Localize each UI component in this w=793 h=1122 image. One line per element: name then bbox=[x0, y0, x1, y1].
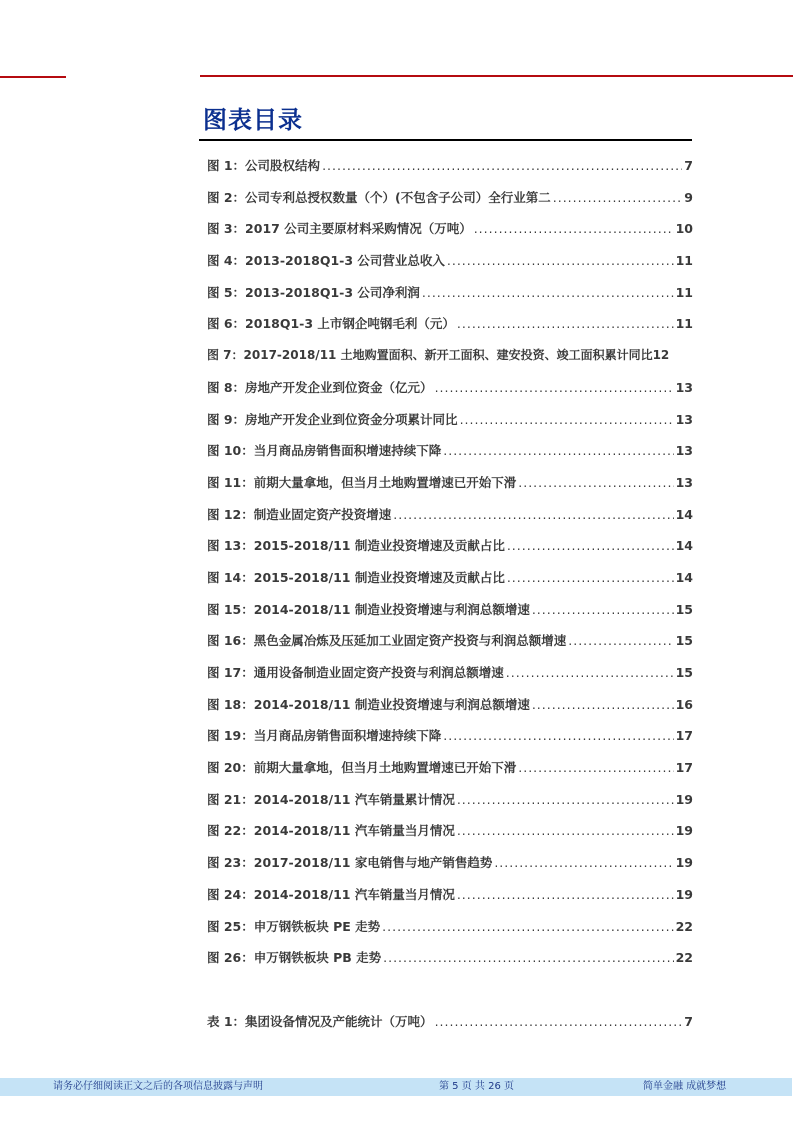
toc-entry-page: 7 bbox=[684, 1014, 693, 1029]
toc-entry-page: 14 bbox=[675, 538, 693, 554]
toc-entry-figure-11[interactable] bbox=[207, 473, 693, 505]
dot-leader bbox=[322, 158, 682, 173]
toc-entry-page: 15 bbox=[675, 665, 693, 680]
dot-leader bbox=[457, 792, 674, 807]
toc-entry-page: 14 bbox=[675, 506, 693, 522]
figure-list bbox=[207, 156, 693, 980]
dot-leader bbox=[457, 823, 674, 838]
toc-entry-figure-13[interactable] bbox=[207, 536, 693, 568]
toc-entry-label: 图 9：房地产开发企业到位资金分项累计同比 bbox=[207, 411, 458, 427]
title-divider bbox=[199, 139, 692, 141]
dot-leader bbox=[382, 919, 673, 934]
toc-entry-figure-7[interactable] bbox=[207, 346, 693, 378]
toc-entry-page: 13 bbox=[675, 443, 693, 459]
dot-leader bbox=[422, 285, 674, 300]
toc-entry-page: 7 bbox=[684, 158, 693, 173]
toc-entry-figure-2[interactable] bbox=[207, 188, 693, 220]
toc-entry-figure-8[interactable] bbox=[207, 378, 693, 410]
table-list bbox=[207, 1012, 693, 1044]
toc-entry-label: 图 12：制造业固定资产投资增速 bbox=[207, 506, 392, 522]
toc-entry-page: 19 bbox=[675, 823, 693, 839]
toc-entry-label: 图 8：房地产开发企业到位资金（亿元） bbox=[207, 379, 433, 395]
toc-entry-label: 图 7：2017-2018/11 土地购置面积、新开工面积、建安投资、竣工面积累计同比 bbox=[207, 348, 653, 363]
toc-entry-figure-26[interactable] bbox=[207, 948, 693, 980]
toc-entry-page: 9 bbox=[684, 189, 693, 205]
toc-entry-page: 16 bbox=[675, 696, 693, 712]
toc-entry-label: 图 3：2017 公司主要原材料采购情况（万吨） bbox=[207, 221, 472, 237]
toc-entry-label: 图 25：申万钢铁板块 PE 走势 bbox=[207, 918, 381, 934]
toc-entry-label: 图 21：2014-2018/11 汽车销量累计情况 bbox=[207, 791, 455, 807]
toc-entry-page: 13 bbox=[675, 379, 693, 395]
dot-leader bbox=[507, 538, 674, 553]
toc-entry-label: 图 13：2015-2018/11 制造业投资增速及贡献占比 bbox=[207, 538, 505, 554]
toc-entry-page: 22 bbox=[675, 950, 693, 966]
dot-leader bbox=[447, 253, 674, 268]
toc-entry-page: 22 bbox=[675, 918, 693, 934]
dot-leader bbox=[443, 443, 673, 458]
dot-leader bbox=[494, 855, 673, 870]
toc-entry-page: 10 bbox=[675, 221, 693, 237]
toc-entry-figure-20[interactable] bbox=[207, 758, 693, 790]
dot-leader bbox=[474, 221, 674, 236]
toc-entry-label: 图 2：公司专利总授权数量（个）(不包含子公司）全行业第二 bbox=[207, 189, 551, 205]
toc-entry-page: 15 bbox=[675, 633, 693, 649]
footer-slogan: 简单金融 成就梦想 bbox=[643, 1081, 727, 1092]
dot-leader bbox=[507, 570, 674, 585]
dot-leader bbox=[506, 665, 674, 680]
toc-entry-table-1[interactable] bbox=[207, 1012, 693, 1044]
toc-entry-label: 图 11：前期大量拿地，但当月土地购置增速已开始下滑 bbox=[207, 474, 517, 490]
toc-entry-figure-23[interactable] bbox=[207, 853, 693, 885]
toc-entry-page: 14 bbox=[675, 569, 693, 585]
toc-entry-label: 图 22：2014-2018/11 汽车销量当月情况 bbox=[207, 823, 455, 839]
header-rule-right bbox=[200, 75, 793, 77]
toc-entry-figure-10[interactable] bbox=[207, 441, 693, 473]
toc-entry-label: 图 15：2014-2018/11 制造业投资增速与利润总额增速 bbox=[207, 601, 530, 617]
toc-entry-figure-21[interactable] bbox=[207, 790, 693, 822]
toc-entry-figure-9[interactable] bbox=[207, 410, 693, 442]
dot-leader bbox=[393, 507, 673, 522]
dot-leader bbox=[568, 633, 673, 648]
dot-leader bbox=[457, 316, 674, 331]
toc-entry-page: 19 bbox=[675, 855, 693, 871]
toc-entry-figure-6[interactable] bbox=[207, 314, 693, 346]
toc-entry-page: 11 bbox=[675, 316, 693, 332]
toc-entry-label: 图 24：2014-2018/11 汽车销量当月情况 bbox=[207, 886, 455, 902]
toc-entry-figure-15[interactable] bbox=[207, 600, 693, 632]
toc-entry-label: 图 19：当月商品房销售面积增速持续下降 bbox=[207, 728, 442, 744]
toc-entry-label: 图 26：申万钢铁板块 PB 走势 bbox=[207, 950, 382, 966]
dot-leader bbox=[435, 380, 674, 395]
toc-entry-page: 11 bbox=[675, 253, 693, 269]
toc-entry-page: 11 bbox=[675, 284, 693, 300]
dot-leader bbox=[435, 1014, 683, 1029]
toc-entry-figure-24[interactable] bbox=[207, 885, 693, 917]
toc-entry-label: 表 1：集团设备情况及产能统计（万吨） bbox=[207, 1014, 433, 1029]
toc-entry-label: 图 6：2018Q1-3 上市钢企吨钢毛利（元） bbox=[207, 316, 455, 332]
dot-leader bbox=[553, 190, 683, 205]
toc-entry-page: 12 bbox=[652, 348, 670, 363]
toc-entry-label: 图 4：2013-2018Q1-3 公司营业总收入 bbox=[207, 253, 445, 269]
toc-entry-figure-19[interactable] bbox=[207, 726, 693, 758]
toc-entry-figure-25[interactable] bbox=[207, 917, 693, 949]
toc-entry-page: 13 bbox=[675, 474, 693, 490]
dot-leader bbox=[443, 728, 673, 743]
toc-entry-figure-3[interactable] bbox=[207, 219, 693, 251]
dot-leader bbox=[532, 602, 674, 617]
toc-entry-figure-5[interactable] bbox=[207, 283, 693, 315]
dot-leader bbox=[518, 475, 673, 490]
toc-entry-page: 15 bbox=[675, 601, 693, 617]
toc-entry-label: 图 20：前期大量拿地，但当月土地购置增速已开始下滑 bbox=[207, 760, 517, 776]
toc-entry-page: 19 bbox=[675, 791, 693, 807]
toc-entry-figure-12[interactable] bbox=[207, 505, 693, 537]
toc-entry-figure-22[interactable] bbox=[207, 821, 693, 853]
toc-entry-figure-18[interactable] bbox=[207, 695, 693, 727]
dot-leader bbox=[460, 412, 674, 427]
dot-leader bbox=[457, 887, 674, 902]
header-rule-left bbox=[0, 76, 66, 78]
toc-entry-page: 17 bbox=[675, 760, 693, 776]
toc-entry-label: 图 10：当月商品房销售面积增速持续下降 bbox=[207, 443, 442, 459]
dot-leader bbox=[383, 950, 673, 965]
toc-entry-label: 图 18：2014-2018/11 制造业投资增速与利润总额增速 bbox=[207, 696, 530, 712]
toc-entry-figure-14[interactable] bbox=[207, 568, 693, 600]
dot-leader bbox=[518, 760, 673, 775]
toc-entry-label: 图 5：2013-2018Q1-3 公司净利润 bbox=[207, 284, 420, 300]
toc-entry-figure-4[interactable] bbox=[207, 251, 693, 283]
page-title: 图表目录 bbox=[203, 106, 303, 134]
toc-entry-label: 图 23：2017-2018/11 家电销售与地产销售趋势 bbox=[207, 855, 493, 871]
page-indicator: 第 5 页 共 26 页 bbox=[439, 1081, 514, 1092]
footer-bar bbox=[0, 1078, 792, 1096]
toc-entry-figure-16[interactable] bbox=[207, 631, 693, 663]
toc-entry-page: 13 bbox=[675, 411, 693, 427]
toc-entry-label: 图 16：黑色金属冶炼及压延加工业固定资产投资与利润总额增速 bbox=[207, 633, 567, 649]
toc-entry-label: 图 14：2015-2018/11 制造业投资增速及贡献占比 bbox=[207, 569, 505, 585]
toc-entry-page: 19 bbox=[675, 886, 693, 902]
toc-entry-label: 图 1：公司股权结构 bbox=[207, 158, 321, 173]
toc-entry-figure-1[interactable] bbox=[207, 156, 693, 188]
toc-entry-label: 图 17：通用设备制造业固定资产投资与利润总额增速 bbox=[207, 665, 504, 680]
toc-entry-figure-17[interactable] bbox=[207, 663, 693, 695]
dot-leader bbox=[532, 697, 674, 712]
toc-entry-page: 17 bbox=[675, 728, 693, 744]
footer-disclaimer: 请务必仔细阅读正文之后的各项信息披露与声明 bbox=[53, 1081, 263, 1092]
